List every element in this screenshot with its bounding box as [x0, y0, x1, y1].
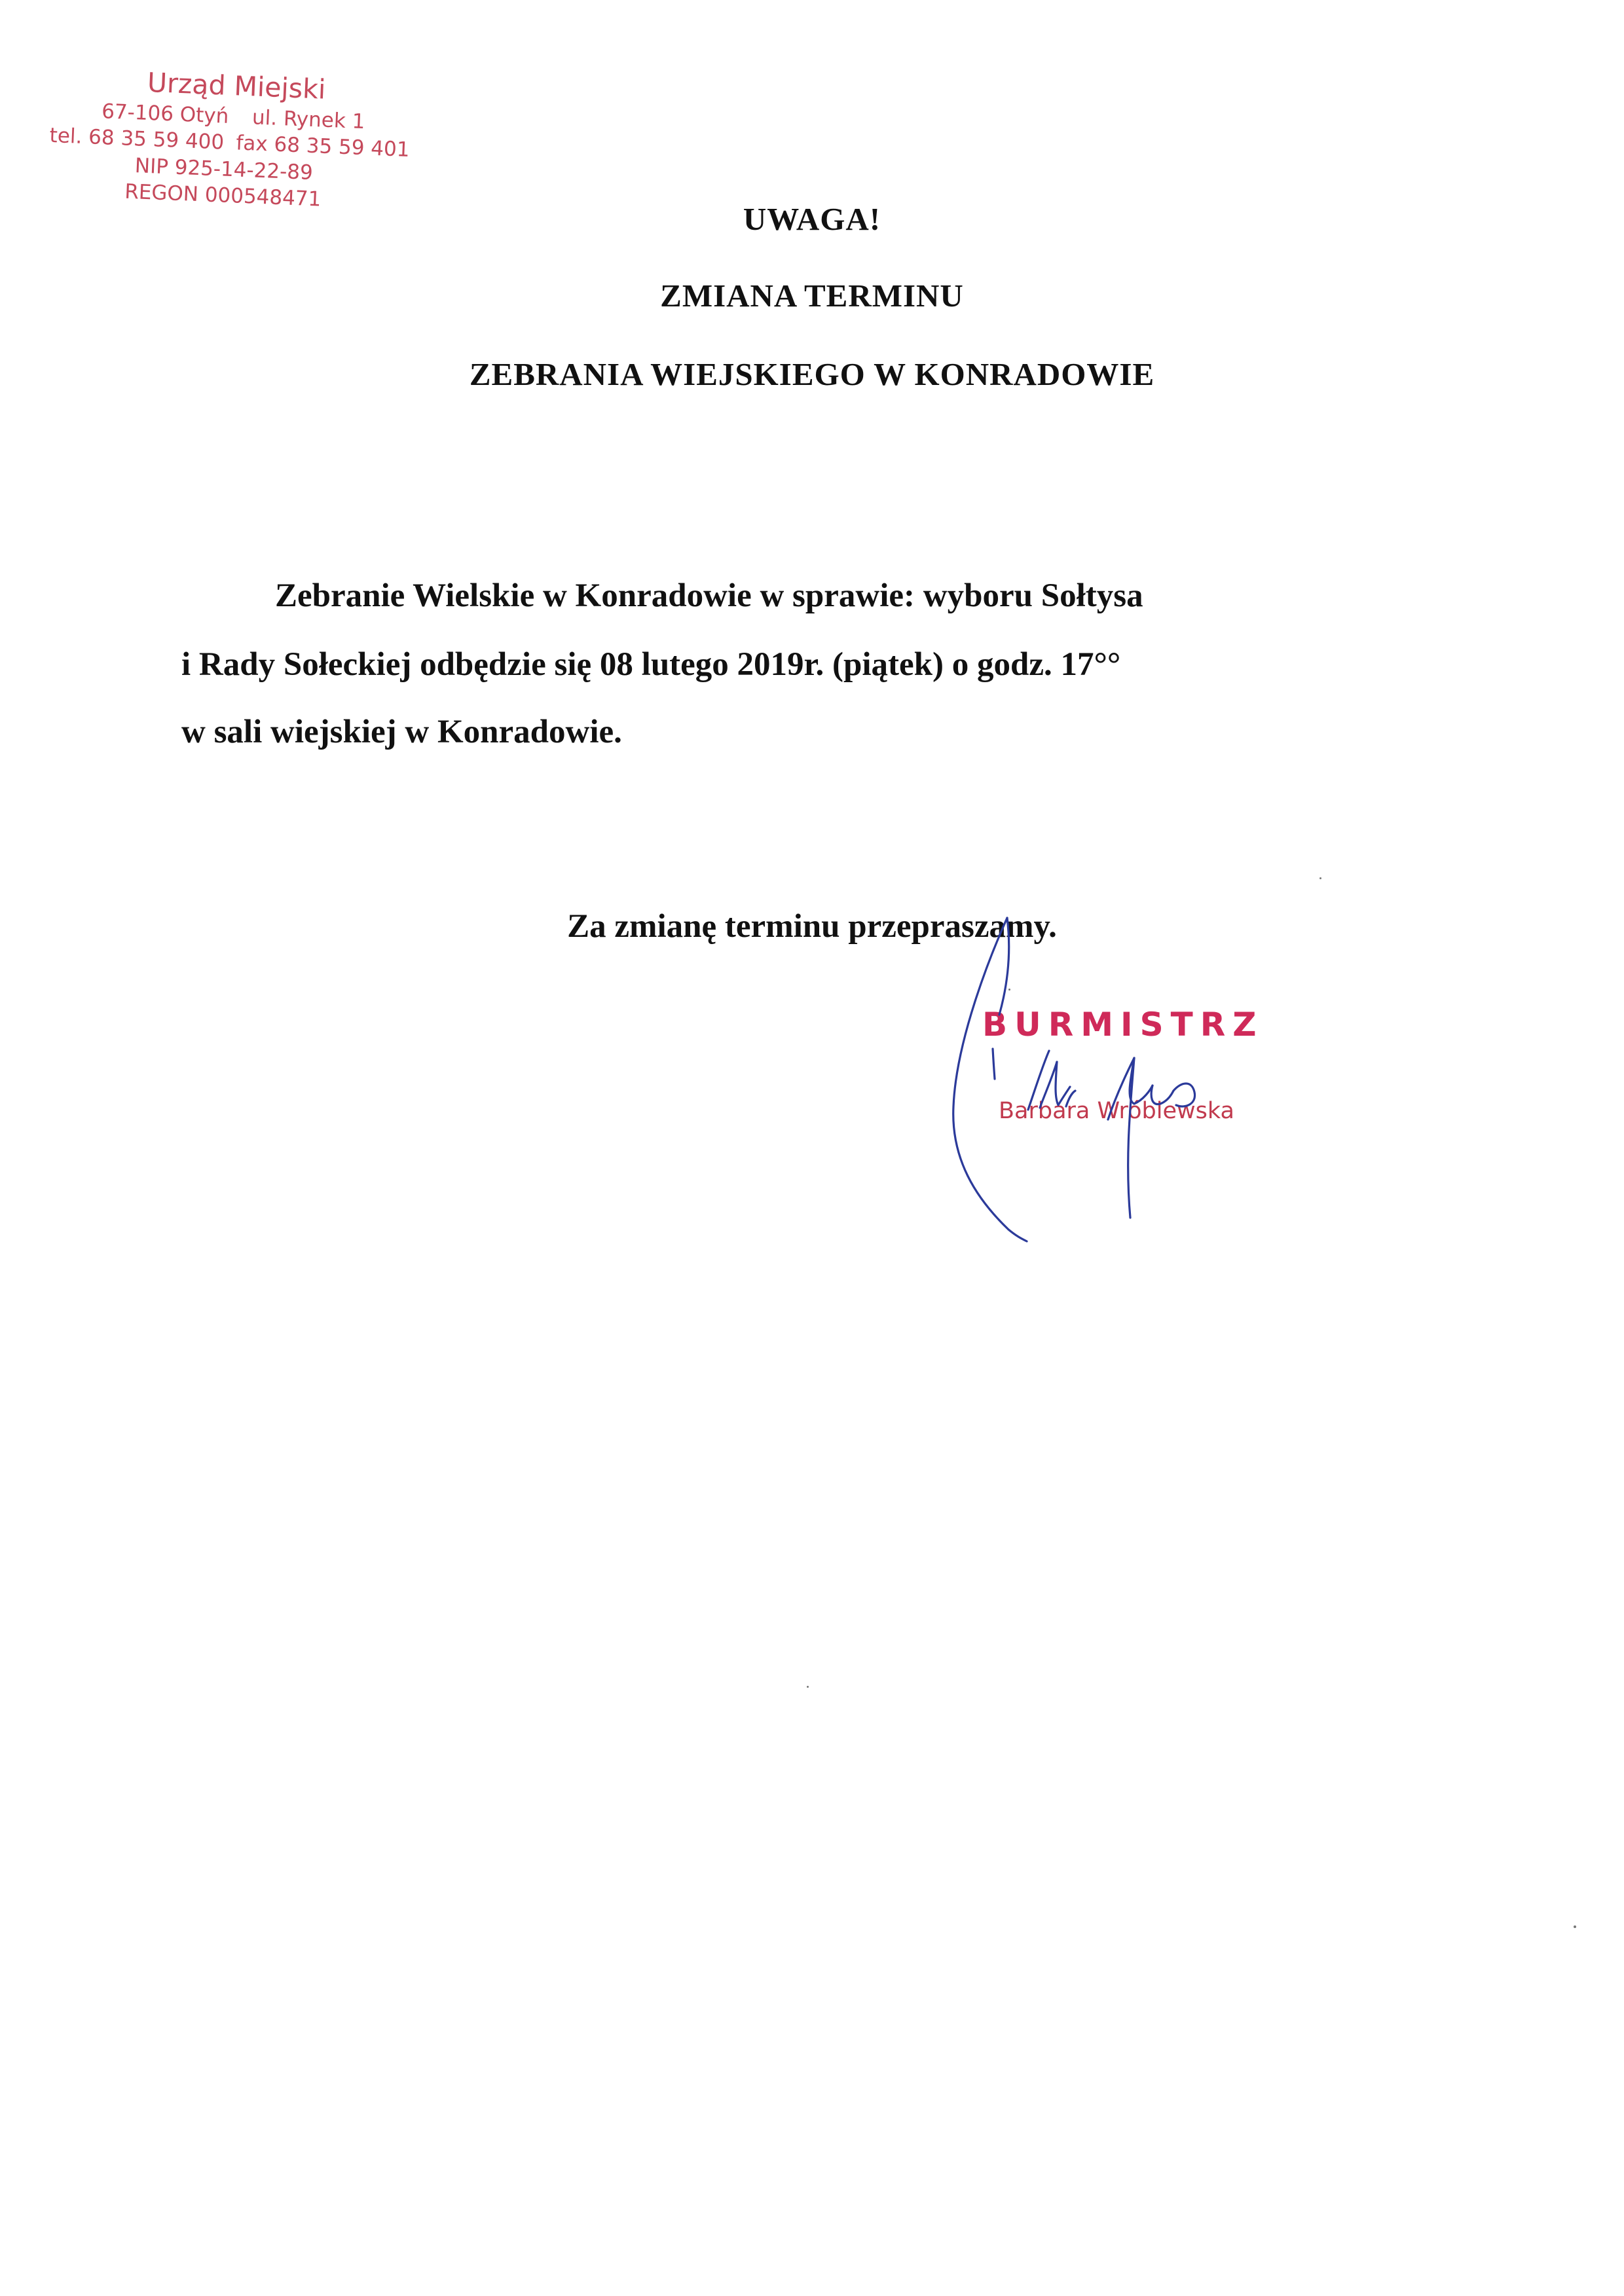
- heading-change: ZMIANA TERMINU: [660, 278, 964, 314]
- stamp-phone: tel. 68 35 59 400: [48, 123, 225, 155]
- stamp-regon: REGON 000548471: [124, 179, 322, 211]
- body-line-2: i Rady Sołeckiej odbędzie się 08 lutego 2019r. (piątek) o godz. 17°°: [181, 646, 1121, 683]
- heading-attention: UWAGA!: [743, 201, 881, 237]
- stamp-fax: fax 68 35 59 401: [235, 131, 411, 162]
- stamp-office-name: Urząd Miejski: [147, 66, 327, 105]
- stamp-postal-address: 67-106 Otyń: [101, 100, 230, 128]
- mayor-stamp-title: BURMISTRZ: [982, 1006, 1264, 1044]
- mayor-stamp-name: Barbara Wróblewska: [999, 1098, 1234, 1124]
- scan-speck: [1320, 877, 1321, 879]
- scan-speck: [807, 1686, 809, 1688]
- body-line-3: w sali wiejskiej w Konradowie.: [181, 714, 622, 750]
- body-line-1: Zebranie Wielskie w Konradowie w sprawie: wyboru Sołtysa: [275, 577, 1143, 614]
- heading-subject: ZEBRANIA WIEJSKIEGO W KONRADOWIE: [469, 356, 1155, 392]
- stamp-nip: NIP 925-14-22-89: [134, 154, 314, 185]
- stamp-street-address: ul. Rynek 1: [251, 105, 366, 134]
- scan-speck: [1008, 989, 1010, 991]
- closing-apology: Za zmianę terminu przepraszamy.: [567, 908, 1057, 945]
- scan-speck: [1574, 1925, 1576, 1928]
- handwritten-signature: [930, 910, 1270, 1264]
